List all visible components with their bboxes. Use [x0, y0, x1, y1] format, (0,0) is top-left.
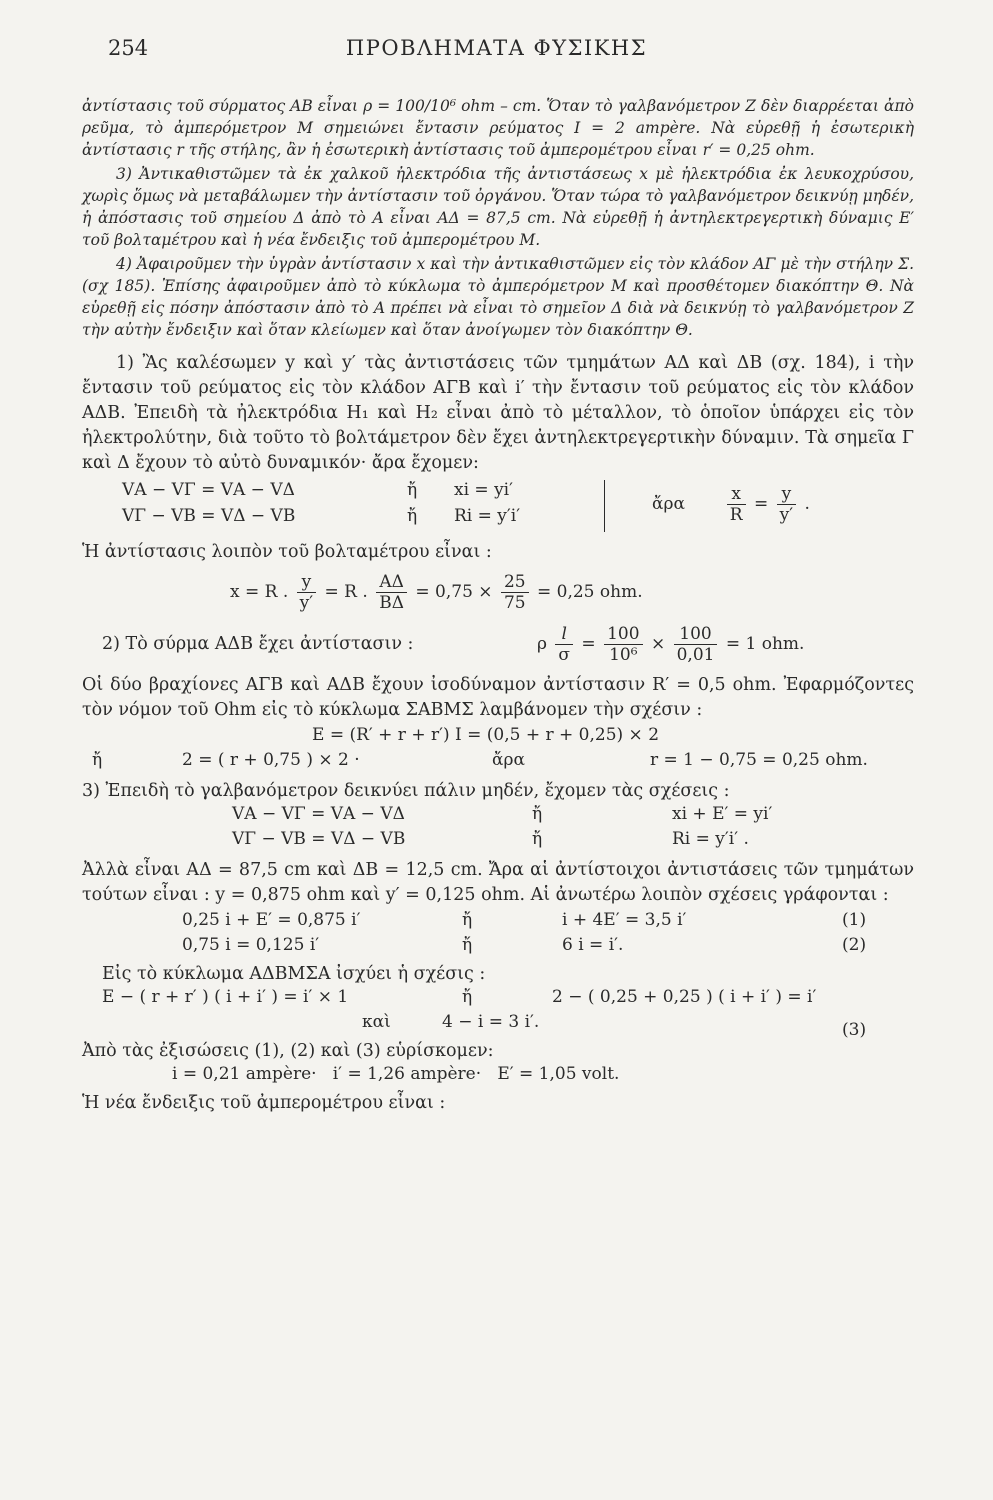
eq-x-frac3-num: 25 [501, 572, 529, 593]
eq-or-2: ἤ [407, 506, 418, 526]
frac-eq: = [754, 494, 769, 514]
eq3-va: VΑ − VΓ = VΑ − VΔ [232, 804, 405, 824]
eq-x-start: x = R . [230, 582, 289, 602]
eq-x-end: = 0,25 ohm. [537, 582, 643, 602]
eq-vg-vb: VΓ − VΒ = VΔ − VΒ [122, 506, 296, 526]
eq-rho-b-den: 10⁶ [609, 645, 638, 665]
eq2-left: 0,75 i = 0,125 i′ [182, 935, 320, 955]
eq-rho-num: l [555, 624, 573, 645]
eq-ratio [652, 484, 810, 525]
eq-3b-row [82, 1012, 914, 1040]
eq-ara: ἄρα [652, 494, 685, 514]
frac-r: R [729, 505, 743, 525]
solution-part-1: 1) Ἂς καλέσωμεν y καὶ y′ τὰς ἀντιστάσεις τῶν τμημάτων ΑΔ καὶ ΔΒ (σχ. 184), i τὴν ἔντασιν τοῦ ρεύματος εἰς τὸν κλάδον ΑΓΒ καὶ i′ τὴν ἔντασιν τοῦ ρεύματος εἰς τὸν κλάδον ΑΔΒ. Ἐπειδὴ τὰ ἠλεκτρόδια Η₁ καὶ Η₂ εἶναι ἀπὸ τὸ μέταλλον, τὸ ὁποῖον ὑπάρχει εἰς τὸν ἠλεκτρολύτην, διὰ τοῦτο τὸ βολτάμετρον δὲν ἔχει ἀντηλεκτρεγερτικὴν δύναμιν. Τὰ σημεῖα Γ καὶ Δ ἔχουν τὸ αὐτὸ δυναμικόν· ἄρα ἔχομεν: [82, 353, 914, 473]
eq-block3-row2 [82, 829, 914, 854]
eq-or-4: ἤ [532, 804, 543, 824]
eq-rho-den: σ [558, 645, 571, 665]
eq-rho-eq: = [581, 634, 596, 654]
eq1-left: 0,25 i + E′ = 0,875 i′ [182, 910, 361, 930]
eq-x-frac2-den: ΒΔ [379, 593, 404, 613]
eq-3-row [82, 987, 914, 1012]
eq-results-row [82, 1064, 914, 1089]
eq-rho-b-num: 100 [604, 624, 642, 645]
problem-part-3: 3) Ἀντικαθιστῶμεν τὰ ἐκ χαλκοῦ ἠλεκτρόδια τῆς ἀντιστάσεως x μὲ ἠλεκτρόδια ἐκ λευκοχρύσου, χωρὶς ὅμως νὰ μεταβάλωμεν τὴν ἀντίστασιν τοῦ ὀργάνου. Ὅταν τώρα τὸ γαλβανόμετρον δεικνύῃ μηδέν, ἡ ἀπόστασις τοῦ σημείου Δ ἀπὸ τὸ Α εἶναι ΑΔ = 87,5 cm. Νὰ εὑρεθῇ ἡ ἀντηλεκτρεγερτικὴ δύναμις Ε′ τοῦ βολταμέτρου καὶ ἡ νέα ἔνδειξις τοῦ ἀμπερομέτρου Μ. [82, 165, 914, 249]
eq3-circuit-right: 2 − ( 0,25 + 0,25 ) ( i + i′ ) = i′ [552, 987, 817, 1007]
solution-lengths: Ἀλλὰ εἶναι ΑΔ = 87,5 cm καὶ ΔΒ = 12,5 cm. Ἄρα αἱ ἀντίστοιχοι ἀντιστάσεις τῶν τμημάτων τούτων εἶναι : y = 0,875 ohm καὶ y′ = 0,125 ohm. Αἱ ἀνωτέρω λοιπὸν σχέσεις γράφονται : [82, 860, 914, 905]
eq-2-row [82, 935, 914, 960]
eq-x-mid: = R . [324, 582, 368, 602]
eq-r-result: r = 1 − 0,75 = 0,25 ohm. [650, 750, 868, 770]
running-title: ΠΡΟΒΛΗΜΑΤΑ ΦΥΣΙΚΗΣ [345, 36, 648, 60]
eq2-number: (2) [842, 935, 867, 955]
eq-block3-row1 [82, 804, 914, 829]
problem-paragraph-0: ἀντίστασις τοῦ σύρματος ΑΒ εἶναι ρ = 100/10⁶ ohm – cm. Ὅταν τὸ γαλβανόμετρον Ζ δὲν διαρρέεται ἀπὸ ρεῦμα, τὸ ἀμπερόμετρον Μ σημειώνει ἔντασιν ρεύματος Ι = 2 ampère. Νὰ εὑρεθῇ ἡ ἐσωτερικὴ ἀντίστασις r τῆς στήλης, ἂν ἡ ἐσωτερικὴ ἀντίστασις τοῦ ἀμπερομέτρου εἶναι r′ = 0,25 ohm. [82, 97, 914, 159]
equation-block-1 [82, 480, 914, 534]
eq-x-mid2: = 0,75 × [415, 582, 493, 602]
eq3-result: 4 − i = 3 i′. [442, 1012, 540, 1032]
eq1-number: (1) [842, 910, 867, 930]
eq-ri: Ri = y′i′ [454, 506, 521, 526]
eq3-circuit-left: E − ( r + r′ ) ( i + i′ ) = i′ × 1 [102, 987, 349, 1007]
eq-r-row [82, 750, 914, 775]
frac-end: . [804, 494, 810, 514]
page-body [82, 95, 914, 1116]
eq-rho: ρ [537, 634, 547, 654]
eq-x-frac3-den: 75 [503, 593, 526, 613]
frac-x: x [727, 484, 746, 505]
solution-part-3: 3) Ἐπειδὴ τὸ γαλβανόμετρον δεικνύει πάλιν μηδέν, ἔχομεν τὰς σχέσεις : [82, 781, 730, 801]
eq1-right: i + 4E′ = 3,5 i′ [562, 910, 687, 930]
eq2-right: 6 i = i′. [562, 935, 624, 955]
frac-y-prime: y′ [779, 505, 794, 525]
eq-ara-2: ἄρα [492, 750, 525, 770]
eq-x-frac1-den: y′ [299, 593, 314, 613]
solution-from-equations: Ἀπὸ τὰς ἐξισώσεις (1), (2) καὶ (3) εὑρίσκομεν: [82, 1041, 494, 1061]
eq-or-8: ἤ [462, 987, 473, 1007]
eq-results: i = 0,21 ampère· i′ = 1,26 ampère· E′ = 1,05 volt. [172, 1064, 620, 1084]
eq-or-7: ἤ [462, 935, 473, 955]
eq-x-frac1-num: y [297, 572, 316, 593]
eq3-xi: xi + E′ = yi′ [672, 804, 773, 824]
solution-circuit: Εἰς τὸ κύκλωμα ΑΔΒΜΣΑ ἰσχύει ἡ σχέσις : [102, 964, 486, 984]
page-number: 254 [108, 36, 149, 60]
eq-or-1: ἤ [407, 480, 418, 500]
eq3-number: (3) [842, 1020, 867, 1040]
page-header [0, 36, 993, 76]
problem-part-4: 4) Ἀφαιροῦμεν τὴν ὑγρὰν ἀντίστασιν x καὶ τὴν ἀντικαθιστῶμεν εἰς τὸν κλάδον ΑΓ μὲ τὴν στήλην Σ. (σχ 185). Ἐπίσης ἀφαιροῦμεν ἀπὸ τὸ κύκλωμα τὸ ἀμπερόμετρον Μ καὶ προσθέτομεν διακόπτην Θ. Νὰ εὑρεθῇ εἰς πόσην ἀπόστασιν ἀπὸ τὸ Α πρέπει νὰ εἶναι τὸ σημεῖον Δ διὰ νὰ δεικνύῃ τὸ γαλβανόμετρον Ζ τὴν αὐτὴν ἔνδειξιν καὶ ὅταν κλείωμεν καὶ ὅταν ἀνοίγωμεν τὸν διακόπτην Θ. [82, 255, 914, 339]
eq3-vg: VΓ − VΒ = VΔ − VΒ [232, 829, 406, 849]
eq-1-row [82, 910, 914, 935]
eq-emf: E = (R′ + r + r′) I = (0,5 + r + 0,25) × 2 [312, 725, 660, 745]
equation-x [82, 567, 914, 617]
eq-rho-c-num: 100 [674, 624, 718, 645]
frac-y: y [777, 484, 796, 505]
eq-or-3: ἤ [92, 750, 103, 770]
eq-va-vg: VΑ − VΓ = VΑ − VΔ [122, 480, 295, 500]
eq-rho-end: = 1 ohm. [725, 634, 805, 654]
eq-emf-row [82, 725, 914, 750]
solution-new-reading: Ἡ νέα ἔνδειξις τοῦ ἀμπερομέτρου εἶναι : [82, 1093, 446, 1113]
eq3-ri: Ri = y′i′ . [672, 829, 749, 849]
eq-two: 2 = ( r + 0,75 ) × 2 · [182, 750, 360, 770]
eq-rho-times: × [650, 634, 666, 654]
solution-branches: Οἱ δύο βραχίονες ΑΓΒ καὶ ΑΔΒ ἔχουν ἰσοδύναμον ἀντίστασιν R′ = 0,5 ohm. Ἐφαρμόζοντες τὸν νόμον τοῦ Ohm εἰς τὸ κύκλωμα ΣΑΒΜΣ λαμβάνομεν τὴν σχέσιν : [82, 675, 914, 720]
solution-resistance-intro: Ἡ ἀντίστασις λοιπὸν τοῦ βολταμέτρου εἶναι : [82, 542, 492, 562]
eq-or-5: ἤ [532, 829, 543, 849]
eq-rho-c-den: 0,01 [676, 645, 715, 665]
eq-xi: xi = yi′ [454, 480, 513, 500]
solution-part-2: 2) Τὸ σύρμα ΑΔΒ ἔχει ἀντίστασιν : [102, 634, 414, 654]
eq-kai: καὶ [362, 1012, 391, 1032]
eq-or-6: ἤ [462, 910, 473, 930]
equation-divider [604, 480, 605, 532]
equation-wire [82, 619, 914, 669]
eq-x-frac2-num: ΑΔ [376, 572, 407, 593]
